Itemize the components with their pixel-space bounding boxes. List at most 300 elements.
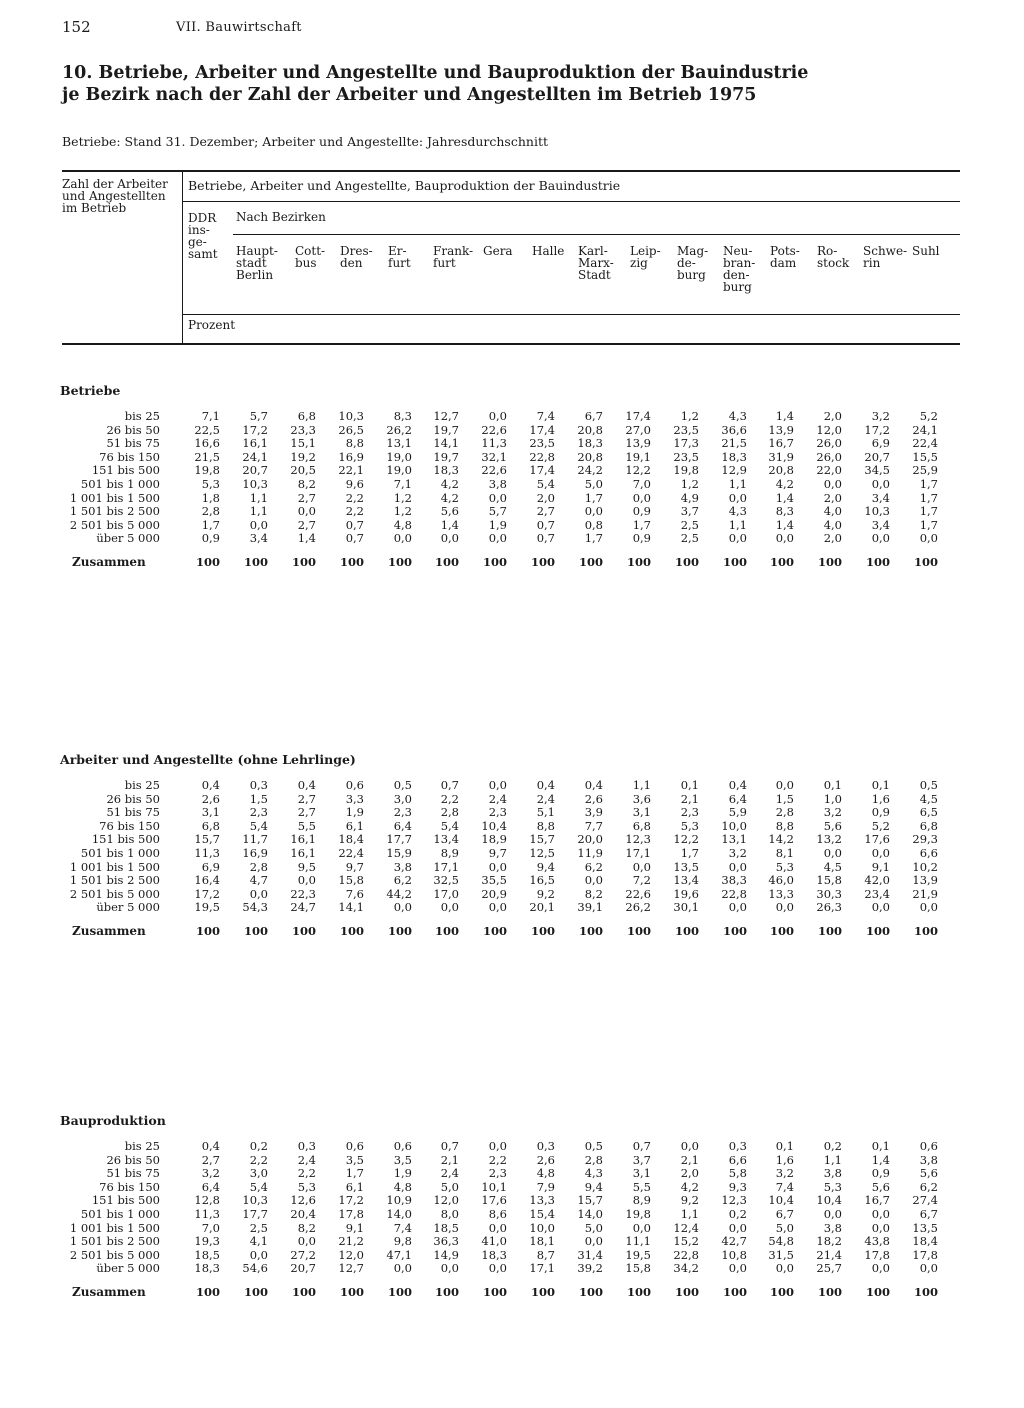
stub-header-line: Zahl der Arbeiter [62, 177, 168, 191]
total-cell: 100 [913, 555, 938, 569]
table-cell: 1,1 [249, 504, 268, 519]
table-cell: 22,6 [481, 463, 507, 478]
table-cell: 20,8 [768, 463, 794, 478]
row-label: über 5 000 [96, 1261, 160, 1276]
table-cell: 13,2 [816, 832, 842, 847]
table-cell: 10,3 [338, 409, 364, 423]
table-cell: 21,5 [721, 436, 747, 451]
table-cell: 1,6 [871, 791, 890, 806]
table-cell: 0,0 [823, 477, 842, 491]
row-label: 151 bis 500 [91, 832, 160, 847]
table-cell: 16,9 [242, 846, 268, 860]
header-top-rule [62, 170, 960, 172]
table-cell: 14,0 [386, 1207, 412, 1221]
table-cell: 23,5 [529, 436, 555, 451]
district-column-header-line: bran- [723, 256, 756, 270]
table-cell: 9,1 [871, 859, 890, 874]
table-cell: 9,2 [536, 886, 555, 901]
table-cell: 3,4 [871, 490, 890, 505]
stub-header-line: und Angestellten [62, 189, 166, 203]
table-cell: 10,3 [242, 477, 268, 491]
table-cell: 1,7 [919, 490, 938, 505]
table-cell: 1,7 [919, 517, 938, 532]
table-cell: 24,1 [912, 422, 938, 437]
table-cell: 0,1 [775, 1139, 794, 1153]
table-cell: 6,6 [728, 1152, 747, 1167]
table-cell: 39,1 [577, 900, 603, 915]
total-row-label: Zusammen [72, 555, 146, 569]
table-cell: 13,3 [529, 1193, 555, 1208]
table-cell: 20,5 [290, 463, 316, 478]
table-cell: 23,5 [673, 422, 699, 437]
table-cell: 9,3 [728, 1179, 747, 1194]
table-cell: 27,2 [290, 1247, 316, 1262]
table-cell: 0,1 [871, 1139, 890, 1153]
table-cell: 15,8 [816, 873, 842, 888]
table-cell: 41,0 [481, 1234, 507, 1249]
table-cell: 0,0 [488, 1261, 507, 1276]
table-cell: 19,3 [194, 1234, 220, 1249]
table-cell: 0,0 [488, 900, 507, 915]
table-cell: 4,2 [440, 477, 459, 491]
total-cell: 100 [817, 1285, 842, 1299]
table-cell: 19,5 [625, 1247, 651, 1262]
district-column-header [677, 245, 708, 281]
district-column-header [817, 245, 849, 269]
unit-label: Prozent [188, 318, 236, 332]
table-cell: 2,7 [297, 517, 316, 532]
table-cell: 2,2 [297, 1166, 316, 1181]
table-cell: 15,2 [673, 1234, 699, 1249]
table-cell: 0,0 [775, 900, 794, 915]
table-cell: 1,4 [775, 517, 794, 532]
table-cell: 19,7 [433, 449, 459, 464]
table-cell: 6,4 [201, 1179, 220, 1194]
table-cell: 2,4 [440, 1166, 459, 1181]
table-cell: 39,2 [577, 1261, 603, 1276]
table-cell: 2,8 [249, 859, 268, 874]
table-cell: 14,2 [768, 832, 794, 847]
table-cell: 3,2 [201, 1166, 220, 1181]
row-label: 51 bis 75 [106, 436, 160, 451]
total-cell: 100 [243, 555, 268, 569]
table-cell: 0,0 [297, 873, 316, 888]
table-cell: 9,8 [393, 1234, 412, 1249]
table-cell: 3,7 [632, 1152, 651, 1167]
table-cell: 2,8 [440, 805, 459, 820]
district-column-header-line: rin [863, 256, 881, 270]
table-cell: 1,0 [823, 791, 842, 806]
table-cell: 3,9 [584, 805, 603, 820]
table-cell: 18,3 [577, 436, 603, 451]
table-cell: 0,0 [393, 531, 412, 546]
district-column-header [483, 245, 513, 257]
stub-header-line: im Betrieb [62, 201, 127, 215]
table-cell: 4,3 [728, 409, 747, 423]
total-cell: 100 [195, 924, 220, 938]
table-cell: 1,4 [297, 531, 316, 546]
table-cell: 0,0 [871, 531, 890, 546]
table-cell: 10,0 [721, 818, 747, 833]
row-label: bis 25 [124, 1139, 160, 1153]
table-cell: 18,5 [194, 1247, 220, 1262]
table-cell: 4,2 [440, 490, 459, 505]
table-cell: 8,8 [536, 818, 555, 833]
table-cell: 0,0 [584, 504, 603, 519]
row-label: 76 bis 150 [99, 818, 160, 833]
table-cell: 34,2 [673, 1261, 699, 1276]
table-cell: 2,0 [823, 409, 842, 423]
total-cell: 100 [865, 924, 890, 938]
row-label: bis 25 [124, 778, 160, 792]
table-cell: 0,5 [584, 1139, 603, 1153]
total-cell: 100 [291, 555, 316, 569]
table-cell: 0,0 [728, 531, 747, 546]
table-cell: 1,2 [680, 477, 699, 491]
unit-rule [183, 314, 960, 315]
table-cell: 0,1 [680, 778, 699, 792]
table-title [62, 62, 962, 106]
table-cell: 0,0 [488, 1139, 507, 1153]
total-cell: 100 [626, 1285, 651, 1299]
table-cell: 5,3 [201, 477, 220, 491]
table-cell: 15,8 [338, 873, 364, 888]
table-cell: 6,2 [919, 1179, 938, 1194]
table-cell: 2,3 [488, 805, 507, 820]
table-cell: 15,7 [194, 832, 220, 847]
table-cell: 34,5 [864, 463, 890, 478]
table-cell: 0,0 [249, 517, 268, 532]
total-cell: 100 [865, 555, 890, 569]
table-cell: 4,8 [536, 1166, 555, 1181]
table-cell: 13,1 [721, 832, 747, 847]
table-cell: 0,0 [584, 873, 603, 888]
table-cell: 30,3 [816, 886, 842, 901]
table-cell: 5,3 [297, 1179, 316, 1194]
table-cell: 10,9 [386, 1193, 412, 1208]
table-cell: 16,1 [290, 832, 316, 847]
table-cell: 12,0 [433, 1193, 459, 1208]
table-cell: 5,4 [249, 818, 268, 833]
table-cell: 0,8 [584, 517, 603, 532]
row-label: 76 bis 150 [99, 449, 160, 464]
table-cell: 0,4 [201, 778, 220, 792]
row-label: 76 bis 150 [99, 1179, 160, 1194]
row-label: 1 001 bis 1 500 [69, 859, 160, 874]
table-cell: 11,3 [194, 846, 220, 860]
table-cell: 0,4 [584, 778, 603, 792]
table-cell: 46,0 [768, 873, 794, 888]
group-header: Betriebe, Arbeiter und Angestellte, Bauproduktion der Bauindustrie [188, 178, 621, 193]
table-cell: 0,0 [297, 504, 316, 519]
table-cell: 16,1 [242, 436, 268, 451]
ddr-header [188, 212, 218, 260]
table-cell: 4,2 [775, 477, 794, 491]
row-label: 51 bis 75 [106, 805, 160, 820]
table-cell: 12,8 [194, 1193, 220, 1208]
total-cell: 100 [387, 555, 412, 569]
district-column-header-line: stadt [236, 256, 267, 270]
table-cell: 22,1 [338, 463, 364, 478]
table-cell: 5,7 [488, 504, 507, 519]
table-cell: 2,5 [249, 1220, 268, 1235]
table-cell: 1,1 [728, 477, 747, 491]
table-cell: 0,0 [249, 1247, 268, 1262]
table-cell: 3,1 [201, 805, 220, 820]
table-cell: 2,4 [488, 791, 507, 806]
table-cell: 2,1 [680, 1152, 699, 1167]
stub-header [62, 178, 168, 214]
table-cell: 8,1 [775, 846, 794, 860]
table-cell: 0,0 [297, 1234, 316, 1249]
section-title: Betriebe [60, 383, 121, 398]
table-cell: 5,3 [823, 1179, 842, 1194]
table-cell: 0,9 [871, 1166, 890, 1181]
table-cell: 7,9 [536, 1179, 555, 1194]
district-column-header-line: Frank- [433, 244, 474, 258]
row-label: über 5 000 [96, 900, 160, 915]
table-cell: 1,1 [249, 490, 268, 505]
total-cell: 100 [482, 555, 507, 569]
total-cell: 100 [434, 924, 459, 938]
district-column-header-line: burg [723, 280, 752, 294]
table-cell: 5,0 [775, 1220, 794, 1235]
table-title-line-1: 10. Betriebe, Arbeiter und Angestellte und Bauproduktion der Bauindustrie [62, 63, 809, 83]
table-cell: 17,4 [529, 463, 555, 478]
table-cell: 2,3 [680, 805, 699, 820]
total-cell: 100 [722, 924, 747, 938]
table-cell: 0,0 [871, 477, 890, 491]
table-cell: 0,2 [728, 1207, 747, 1221]
district-column-header [295, 245, 325, 269]
district-column-header [388, 245, 411, 269]
table-cell: 18,4 [338, 832, 364, 847]
table-cell: 20,8 [577, 422, 603, 437]
table-cell: 8,9 [632, 1193, 651, 1208]
table-cell: 20,4 [290, 1207, 316, 1221]
table-cell: 1,5 [775, 791, 794, 806]
table-cell: 5,7 [249, 409, 268, 423]
table-cell: 7,7 [584, 818, 603, 833]
total-cell: 100 [769, 555, 794, 569]
table-cell: 1,1 [728, 517, 747, 532]
table-cell: 0,3 [536, 1139, 555, 1153]
table-cell: 1,4 [775, 490, 794, 505]
table-cell: 10,4 [481, 818, 507, 833]
district-column-header [723, 245, 755, 293]
table-cell: 4,3 [728, 504, 747, 519]
table-cell: 4,0 [823, 517, 842, 532]
table-cell: 10,8 [721, 1247, 747, 1262]
table-cell: 13,5 [673, 859, 699, 874]
table-cell: 26,0 [816, 449, 842, 464]
table-cell: 0,9 [632, 531, 651, 546]
table-cell: 14,1 [338, 900, 364, 915]
total-row-label: Zusammen [72, 924, 146, 938]
district-column-header [770, 245, 800, 269]
total-cell: 100 [913, 1285, 938, 1299]
table-cell: 18,3 [194, 1261, 220, 1276]
table-cell: 26,3 [816, 900, 842, 915]
table-cell: 47,1 [386, 1247, 412, 1262]
table-title-line-2: je Bezirk nach der Zahl der Arbeiter und Angestellten im Betrieb 1975 [62, 85, 757, 105]
table-cell: 18,3 [721, 449, 747, 464]
table-cell: 2,0 [823, 531, 842, 546]
table-cell: 18,3 [481, 1247, 507, 1262]
table-cell: 14,1 [433, 436, 459, 451]
table-cell: 7,4 [775, 1179, 794, 1194]
table-cell: 26,0 [816, 436, 842, 451]
table-cell: 6,2 [584, 859, 603, 874]
table-cell: 7,6 [345, 886, 364, 901]
table-cell: 1,7 [919, 477, 938, 491]
table-cell: 3,4 [249, 531, 268, 546]
table-cell: 0,3 [297, 1139, 316, 1153]
table-cell: 32,1 [481, 449, 507, 464]
table-cell: 2,2 [488, 1152, 507, 1167]
table-cell: 2,2 [440, 791, 459, 806]
table-cell: 15,7 [577, 1193, 603, 1208]
table-cell: 5,0 [584, 477, 603, 491]
table-cell: 54,6 [242, 1261, 268, 1276]
table-cell: 21,5 [194, 449, 220, 464]
district-column-header-line: Gera [483, 244, 513, 258]
table-cell: 12,4 [673, 1220, 699, 1235]
table-cell: 0,0 [728, 900, 747, 915]
total-cell: 100 [530, 924, 555, 938]
table-cell: 6,4 [393, 818, 412, 833]
table-cell: 20,8 [577, 449, 603, 464]
stub-divider [182, 172, 183, 343]
table-cell: 0,0 [440, 531, 459, 546]
table-cell: 13,5 [912, 1220, 938, 1235]
table-cell: 16,7 [864, 1193, 890, 1208]
total-cell: 100 [195, 555, 220, 569]
table-cell: 2,3 [249, 805, 268, 820]
table-cell: 22,0 [816, 463, 842, 478]
table-cell: 17,6 [481, 1193, 507, 1208]
table-cell: 0,2 [823, 1139, 842, 1153]
table-cell: 21,9 [912, 886, 938, 901]
table-cell: 0,0 [728, 859, 747, 874]
table-cell: 2,8 [201, 504, 220, 519]
table-cell: 2,4 [536, 791, 555, 806]
table-cell: 8,2 [584, 886, 603, 901]
table-cell: 15,9 [386, 846, 412, 860]
table-cell: 21,2 [338, 1234, 364, 1249]
table-cell: 1,9 [345, 805, 364, 820]
table-cell: 11,3 [481, 436, 507, 451]
table-cell: 0,6 [919, 1139, 938, 1153]
table-cell: 2,1 [440, 1152, 459, 1167]
table-cell: 0,0 [728, 1220, 747, 1235]
table-cell: 5,4 [536, 477, 555, 491]
table-cell: 3,2 [871, 409, 890, 423]
table-cell: 7,4 [536, 409, 555, 423]
table-cell: 12,0 [816, 422, 842, 437]
table-cell: 3,6 [632, 791, 651, 806]
table-cell: 0,0 [584, 1234, 603, 1249]
row-label: 26 bis 50 [106, 1152, 160, 1167]
district-column-header-line: Pots- [770, 244, 800, 258]
table-cell: 2,8 [775, 805, 794, 820]
table-cell: 21,4 [816, 1247, 842, 1262]
table-cell: 2,7 [297, 791, 316, 806]
total-cell: 100 [817, 924, 842, 938]
table-cell: 2,0 [823, 490, 842, 505]
table-cell: 17,7 [386, 832, 412, 847]
district-column-header-line: de- [677, 256, 696, 270]
table-cell: 31,4 [577, 1247, 603, 1262]
table-cell: 3,3 [345, 791, 364, 806]
table-cell: 8,9 [440, 846, 459, 860]
table-cell: 20,7 [242, 463, 268, 478]
district-column-header-line: Leip- [630, 244, 661, 258]
total-cell: 100 [243, 924, 268, 938]
table-cell: 18,1 [529, 1234, 555, 1249]
table-cell: 3,5 [393, 1152, 412, 1167]
table-cell: 19,5 [194, 900, 220, 915]
table-cell: 26,2 [386, 422, 412, 437]
table-cell: 0,0 [775, 1261, 794, 1276]
ddr-header-line: ins- [188, 223, 210, 237]
table-cell: 14,0 [577, 1207, 603, 1221]
district-column-header-line: stock [817, 256, 850, 270]
total-cell: 100 [578, 555, 603, 569]
table-cell: 0,0 [919, 1261, 938, 1276]
table-cell: 2,7 [297, 805, 316, 820]
table-cell: 3,8 [488, 477, 507, 491]
table-cell: 2,6 [536, 1152, 555, 1167]
table-cell: 1,1 [632, 778, 651, 792]
table-cell: 23,5 [673, 449, 699, 464]
table-cell: 6,4 [728, 791, 747, 806]
table-cell: 7,2 [632, 873, 651, 888]
table-cell: 4,7 [249, 873, 268, 888]
row-label: 1 501 bis 2 500 [69, 1234, 160, 1249]
table-cell: 0,0 [919, 531, 938, 546]
table-cell: 3,4 [871, 517, 890, 532]
table-cell: 5,6 [871, 1179, 890, 1194]
table-cell: 25,7 [816, 1261, 842, 1276]
table-cell: 6,1 [345, 818, 364, 833]
table-cell: 12,7 [338, 1261, 364, 1276]
table-cell: 5,4 [440, 818, 459, 833]
total-cell: 100 [387, 924, 412, 938]
table-cell: 19,2 [290, 449, 316, 464]
row-label: 1 001 bis 1 500 [69, 1220, 160, 1235]
table-cell: 4,2 [680, 1179, 699, 1194]
table-cell: 5,6 [919, 1166, 938, 1181]
group-rule [183, 201, 960, 202]
table-cell: 0,0 [632, 1220, 651, 1235]
header-bottom-rule [62, 343, 960, 345]
table-cell: 8,6 [488, 1207, 507, 1221]
table-cell: 5,1 [536, 805, 555, 820]
table-cell: 0,6 [345, 778, 364, 792]
table-cell: 1,9 [393, 1166, 412, 1181]
district-column-header-line: Neu- [723, 244, 753, 258]
table-cell: 0,0 [488, 859, 507, 874]
total-cell: 100 [913, 924, 938, 938]
table-cell: 10,3 [242, 1193, 268, 1208]
table-cell: 27,0 [625, 422, 651, 437]
table-cell: 43,8 [864, 1234, 890, 1249]
table-cell: 31,9 [768, 449, 794, 464]
table-cell: 3,8 [919, 1152, 938, 1167]
table-cell: 1,7 [584, 490, 603, 505]
table-cell: 9,4 [536, 859, 555, 874]
